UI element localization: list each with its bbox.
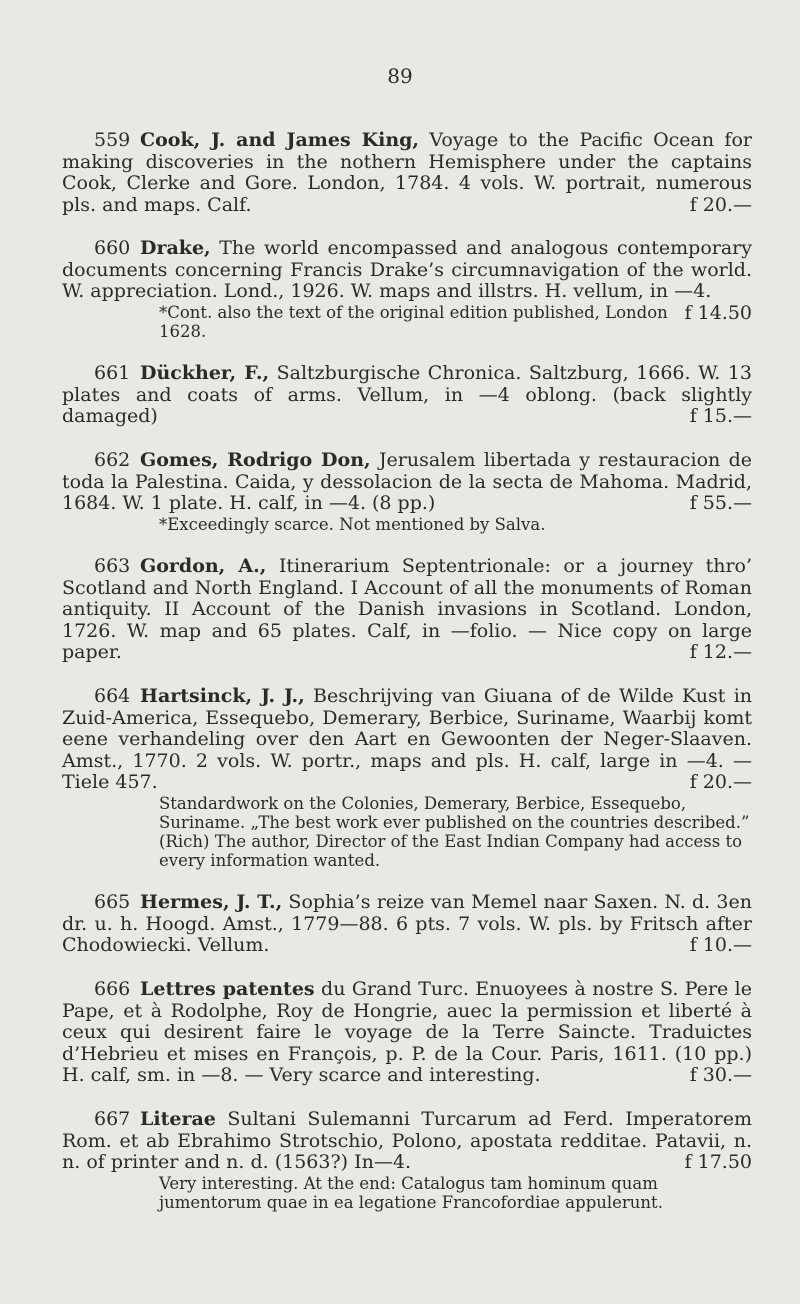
entry-body: Saltzburgische Chronica. Saltzburg, 1666. W. 13 plates and coats of arms. Vellum, in —4 oblong. (back slightly damaged) (62, 362, 753, 428)
entry-body: Jerusalem libertada y restauracion de toda la Palestina. Caida, y dessolacion de la secta de Mahoma. Madrid, 1684. W. 1 plate. H. calf, in —4. (8 pp.) (62, 449, 752, 515)
entry-author: Hermes, J. T., (140, 891, 283, 913)
entry-author: Literae (140, 1108, 216, 1130)
entry-price: f 20.— (689, 193, 752, 216)
entry-body: du Grand Turc. Enuoyees à nostre S. Pere le Pape, et à Rodolphe, Roy de Hongrie, auec la permission et liberté à ceux qui desirent faire le voyage de la Terre Saincte. Traduictes d’Hebrieu et mises en François, p. P. de la Cour. Paris, 1611. (10 pp.) H. calf, sm. in —8. — Very scarce and interesting. (62, 978, 752, 1087)
entry-note: *Cont. also the text of the original edition published, London 1628. (159, 302, 668, 341)
catalogue-entry (62, 363, 752, 428)
catalogue-entry (62, 892, 752, 957)
entry-author: Dückher, F., (140, 362, 270, 384)
entry-body: Sophia’s reize van Memel naar Saxen. N. d. 3en dr. u. h. Hoogd. Amst., 1779—88. 6 pts. 7 vols. W. pls. by Fritsch after Chodowiecki. Vellum. (62, 891, 752, 957)
catalogue-entry (62, 130, 752, 216)
entry-author: Lettres patentes (140, 978, 315, 1000)
catalogue-entry (62, 450, 752, 534)
entry-price: f 20.— (689, 771, 752, 794)
entry-author: Gordon, A., (140, 555, 267, 577)
page-number: 89 (387, 64, 413, 88)
entry-body: Voyage to the Pacific Ocean for making discoveries in the nothern Hemisphere under the captains Cook, Clerke and Gore. London, 1784. 4 vols. W. portrait, numerous pls. and maps. Calf. (62, 129, 752, 216)
entry-note: *Exceedingly scarce. Not mentioned by Salva. (159, 514, 546, 534)
entry-price: f 55.— (689, 492, 752, 515)
entry-number: 666 (94, 978, 131, 1000)
entry-body: Sultani Sulemanni Turcarum ad Ferd. Imperatorem Rom. et ab Ebrahimo Strotschio, Polono, apostata redditae. Patavii, n. n. of printer and n. d. (1563?) In—4. (62, 1108, 752, 1174)
entry-body: Beschrijving van Giuana of de Wilde Kust in Zuid-America, Essequebo, Demerary, Berbice, Suriname, Waarbij komt eene verhandeling over den Aart en Gewoonten der Neger-Slaaven. Amst., 1770. 2 vols. W. portr., maps and pls. H. calf, large in —4. — Tiele 457. (62, 685, 753, 794)
entry-author: Hartsinck, J. J., (140, 685, 305, 707)
catalogue-entry (62, 686, 752, 870)
entry-author: Cook, J. and James King, (140, 129, 420, 151)
entry-price: f 15.— (689, 405, 752, 428)
entry-price: f 10.— (689, 934, 752, 957)
entry-note: Standardwork on the Colonies, Demerary, Berbice, Essequebo, Suriname. „The best work ever published on the countries described.” (Rich) The author, Director of the East Indian Company had access to every information wanted. (159, 793, 750, 870)
entry-number: 665 (94, 891, 131, 913)
entry-number: 663 (94, 555, 131, 577)
entry-body: Itinerarium Septentrionale: or a journey thro’ Scotland and North England. I Account of all the monuments of Roman antiquity. II Account of the Danish invasions in Scotland. London, 1726. W. map and 65 plates. Calf, in —folio. — Nice copy on large paper. (62, 555, 753, 664)
entry-number: 662 (94, 449, 131, 471)
entry-number: 660 (94, 237, 131, 259)
entry-number: 664 (94, 685, 131, 707)
entry-number: 559 (94, 129, 131, 151)
entry-number: 661 (94, 362, 131, 384)
entry-price: f 14.50 (684, 301, 752, 324)
entry-note: Very interesting. At the end: Catalogus tam hominum quam jumentorum quae in ea legatione Francofordiae appulerunt. (159, 1173, 663, 1212)
catalogue-entry (62, 556, 752, 664)
entry-number: 667 (94, 1108, 131, 1130)
entry-price: f 17.50 (684, 1151, 752, 1174)
catalogue-entry (62, 1109, 752, 1212)
entry-price: f 30.— (689, 1064, 752, 1087)
entry-price: f 12.— (689, 641, 752, 664)
entry-author: Drake, (140, 237, 211, 259)
entry-author: Gomes, Rodrigo Don, (140, 449, 371, 471)
entry-body: The world encompassed and analogous contemporary documents concerning Francis Drake’s circumnavigation of the world. W. appreciation. Lond., 1926. W. maps and illstrs. H. vellum, in —4. (62, 237, 752, 303)
catalogue-entry (62, 238, 752, 341)
catalogue-entry (62, 979, 752, 1087)
